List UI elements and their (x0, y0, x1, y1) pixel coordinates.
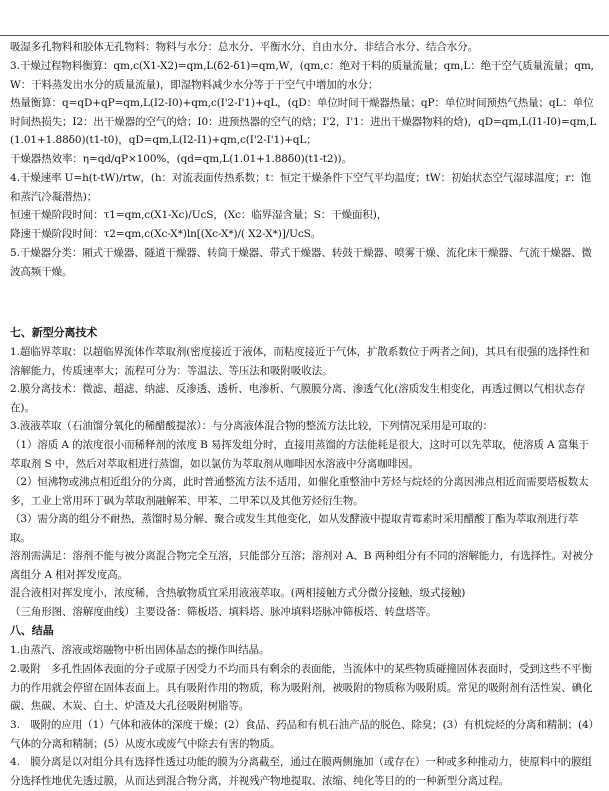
paragraph-heat-balance: 热量衡算：q=qD+qP=qm,L(I2-I0)+qm,c(I'2-I'1)+qL，(qD：单位时间干燥器热量；qP：单位时间预热气热量；qL：单位时间热损失；I2：出干燥器的空气的焓；I0：进预热器的空气的焓；I'2，I'1：进出干燥器物料的焓)，qD=qm,L(I1-I0)=qm,L(1.01+1.88δ0)(t1-t0)，qD=qm,L(I2-I1)+qm,c(I'2-I'1)+qL； (10, 97, 597, 147)
paragraph-membrane: 2.膜分离技术：微滤、超滤、纳滤、反渗透、透析、电渗析、气膜膜分离、渗透气化(溶质发生相变化，再透过侧以气相状态存在)。 (10, 383, 586, 414)
paragraph-extraction-case-2: （2）恒沸物或沸点相近组分的分离，此时普通整流方法不适用，如催化重整油中芳烃与烷烃的分离因沸点相近而需要塔板数太多，工业上常用环丁砜为萃取剂融解苯、甲苯、二甲苯以及其他芳烃衍生物。 (10, 476, 589, 507)
paragraph-moisture-types: 吸湿多孔物料和胶体无孔物料：物料与水分：总水分、平衡水分、自由水分、非结合水分、结合水分。 (10, 41, 478, 53)
paragraph-mixture-conditions: 混合液相对挥发度小，浓度稀，含热敏物质宜采用液液萃取。(两相接触方式分微分接触，级式接触) (10, 587, 466, 599)
paragraph-solvent-requirements: 溶剂需满足：溶剂不能与被分离混合物完全互溶，只能部分互溶；溶剂对 A、B 两种组分有不同的溶解能力，有选择性。对被分离组分 A 相对挥发度高。 (10, 550, 594, 581)
section-title-crystallization: 八、结晶 (10, 624, 54, 637)
paragraph-extraction-case-3: （3）需分离的组分不耐热，蒸馏时易分解、聚合或发生其他变化，如从发酵液中提取青霉素时采用醋酸丁酯为萃取剂进行萃取。 (10, 513, 579, 544)
paragraph-membrane-separation: 4. 膜分离是以对组分具有选择性透过功能的膜为分离截至，通过在膜两侧施加（或存在）一种或多种推动力，使原料中的膜组分选择性地优先透过膜，从而达到混合物分离，并视残产物地提取、浓缩、纯化等目的的一种新型分离过程。 (10, 756, 592, 787)
page-top-rule (0, 35, 609, 36)
paragraph-constant-rate-time: 恒速干燥阶段时间：τ1=qm,c(X1-Xc)/UcS，(Xc：临界湿含量；S：干燥面积)， (10, 209, 388, 221)
paragraph-falling-rate-time: 降速干燥阶段时间：τ2=qm,c(Xc-X*)ln[(Xc-X*)/( X2-X*)]/UcS。 (10, 228, 322, 240)
paragraph-adsorption-uses: 3. 吸附的应用（1）气体和液体的深度干燥；(2）食品、药品和有机石油产品的脱色、除臭；(3）有机烷烃的分离和精制；(4）气体的分离和精制；(5）从废水或废气中除去有害的物质。 (10, 719, 594, 750)
paragraph-adsorption: 2.吸附 多孔性固体表面的分子或原子因受力不均而具有剩余的表面能，当流体中的某些物质碰撞固体表面时，受到这些不平衡力的作用就会停留在固体表面上。具有吸附作用的物质，称为吸附剂，被吸附的物质称为吸附质。常见的吸附剂有活性炭、碘化碳、焦碳、木炭、白土、炉渣及大孔径吸附树脂等。 (10, 663, 593, 713)
paragraph-mass-balance: 3.干燥过程物料衡算：qm,c(X1-X2)=qm,L(δ2-δ1)=qm,W，(qm,c：绝对干料的质量流量；qm,L：绝干空气质量流量；qm,W：干料蒸发出水分的质量流量)，即湿物料减少水分等于干空气中增加的水分； (10, 60, 594, 91)
paragraph-main-equipment: （三角形图、溶解度曲线）主要设备：筛板塔、填料塔、脉冲填料塔脉冲筛板塔、转盘塔等。 (10, 606, 437, 618)
section-title-separation: 七、新型分离技术 (10, 326, 98, 339)
paragraph-liquid-extraction: 3.液液萃取（石油馏分氧化的稀醋酸提浓）：与分离液体混合物的整流方法比较，下列情况采用是可取的： (10, 420, 493, 432)
paragraph-thermal-efficiency: 干燥器热效率：η=qd/qP×100%，(qd=qm,L(1.01+1.88δ0)(t1-t2))。 (10, 153, 352, 165)
paragraph-crystallization-def: 1.由蒸汽、溶液或熔融物中析出固体晶态的操作叫结晶。 (10, 644, 270, 656)
paragraph-drying-rate: 4.干燥速率 U=h(t-tW)/rtw，(h：对流表面传热系数；t：恒定干燥条件下空气平均温度；tW：初始状态空气湿球温度；r：饱和蒸汽冷凝潜热)； (10, 172, 592, 203)
paragraph-supercritical: 1.超临界萃取：以超临界流体作萃取剂(密度接近于液体，而粘度接近于气体，扩散系数位于两者之间)，其具有很强的选择性和溶解能力，传质速率大；流程可分为：等温法、等压法和吸附吸收法。 (10, 346, 590, 377)
paragraph-extraction-case-1: （1）溶质 A 的浓度很小而稀释剂的浓度 B 易挥发组分时，直接用蒸馏的方法能耗是很大，这时可以先萃取，使溶质 A 富集于萃取剂 S 中，然后对萃取相进行蒸馏，如以氯仿为萃取剂从咖啡因水溶液中分离咖啡因。 (10, 439, 589, 470)
paragraph-dryer-classification: 5.干燥器分类：厢式干燥器、隧道干燥器、转筒干燥器、带式干燥器、转鼓干燥器、喷雾干燥、流化床干燥器、气流干燥器、微波高频干燥。 (10, 247, 592, 278)
